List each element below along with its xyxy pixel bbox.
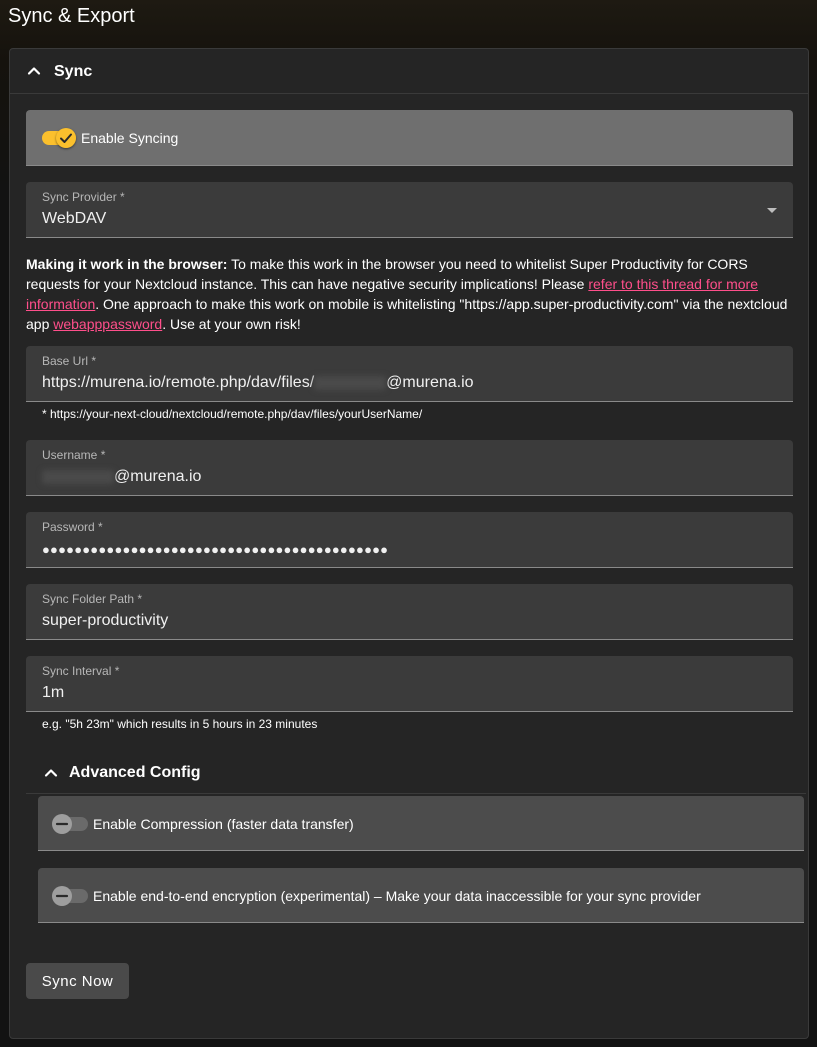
webapppassword-link[interactable]: webapppassword [53, 316, 163, 332]
base-url-suffix: @murena.io [386, 374, 474, 391]
sync-provider-value: WebDAV [42, 210, 107, 227]
base-url-prefix: https://murena.io/remote.php/dav/files/ [42, 374, 315, 391]
sync-folder-field[interactable] [26, 584, 793, 640]
info-text-1: To make this work in the browser you need to whitelist Super Productivity for CORS requests for your Nextcloud instance. This can have negative security implications! Please [26, 256, 748, 292]
chevron-up-icon [43, 765, 59, 781]
sync-folder-value: super-productivity [42, 612, 169, 629]
sync-folder-label: Sync Folder Path * [42, 592, 143, 606]
info-text-3: . Use at your own risk! [162, 316, 301, 332]
check-icon [56, 128, 76, 148]
password-value: ●●●●●●●●●●●●●●●●●●●●●●●●●●●●●●●●●●●●●●●●●●● [42, 542, 389, 557]
advanced-config-title: Advanced Config [69, 764, 201, 781]
chevron-up-icon [26, 63, 42, 79]
sync-interval-label: Sync Interval * [42, 664, 120, 678]
sync-interval-hint: e.g. "5h 23m" which results in 5 hours in 23 minutes [42, 717, 318, 731]
enable-syncing-toggle[interactable] [26, 110, 793, 166]
password-label: Password * [42, 520, 103, 534]
base-url-field[interactable] [26, 346, 793, 402]
enable-syncing-label: Enable Syncing [81, 130, 179, 146]
encryption-label: Enable end-to-end encryption (experimental) – Make your data inaccessible for your sync provider [93, 888, 701, 904]
sync-interval-field[interactable] [26, 656, 793, 712]
redacted-username [42, 470, 114, 484]
minus-icon [52, 814, 72, 834]
base-url-label: Base Url * [42, 354, 97, 368]
password-field[interactable] [26, 512, 793, 568]
username-value [42, 468, 201, 486]
page-title: Sync & Export [8, 5, 135, 27]
sync-interval-value: 1m [42, 684, 65, 701]
base-url-value [42, 374, 474, 392]
compression-label: Enable Compression (faster data transfer) [93, 816, 354, 832]
encryption-toggle[interactable] [38, 868, 804, 923]
panel-title: Sync [54, 63, 93, 80]
info-text-2: . One approach to make this work on mobile is whitelisting "https://app.super-productivity.com" via the nextcloud app [26, 296, 788, 332]
sync-panel-header[interactable] [10, 49, 808, 94]
sync-provider-label: Sync Provider * [42, 190, 125, 204]
redacted-username [314, 376, 386, 390]
browser-info-text [26, 254, 796, 334]
username-field[interactable] [26, 440, 793, 496]
minus-icon [52, 886, 72, 906]
compression-toggle[interactable] [38, 796, 804, 851]
username-suffix: @murena.io [114, 468, 202, 485]
info-heading: Making it work in the browser: [26, 256, 228, 272]
base-url-hint: * https://your-next-cloud/nextcloud/remote.php/dav/files/yourUserName/ [42, 407, 423, 421]
sync-provider-select[interactable] [26, 182, 793, 238]
dropdown-arrow-icon [767, 208, 777, 213]
username-label: Username * [42, 448, 106, 462]
sync-now-button[interactable]: Sync Now [26, 963, 129, 999]
thread-link[interactable]: refer to this thread for more information [26, 276, 758, 312]
sync-panel [9, 48, 809, 1039]
